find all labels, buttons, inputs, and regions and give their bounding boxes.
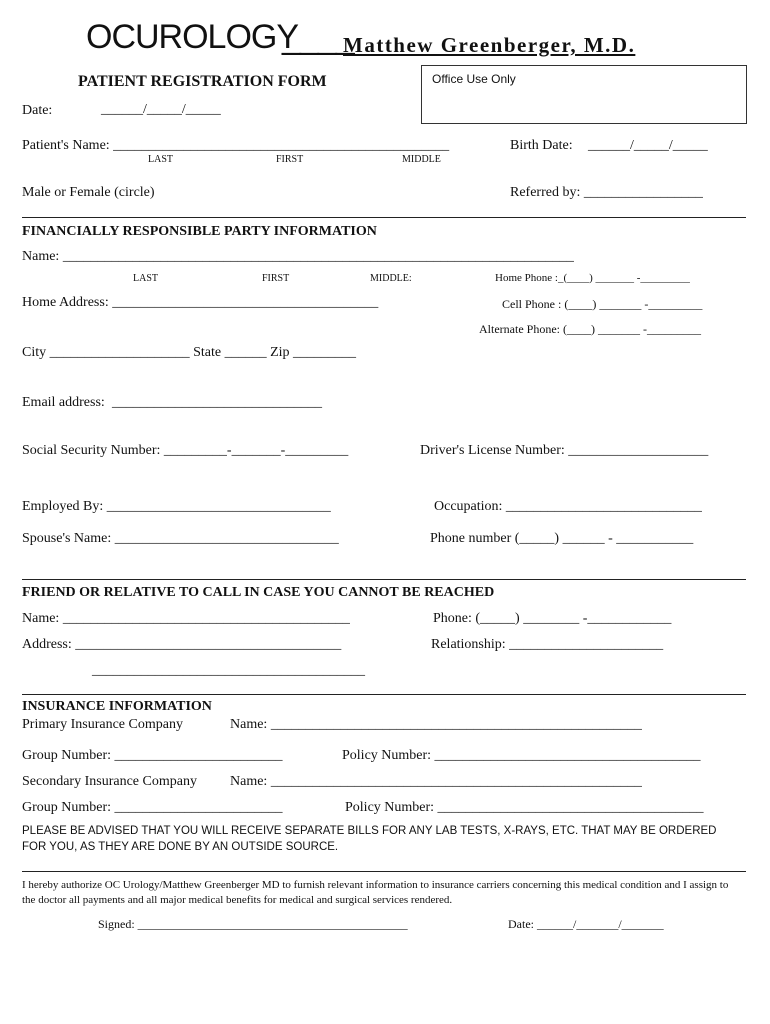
- responsible-last-caption: LAST: [133, 273, 158, 284]
- gender-field[interactable]: Male or Female (circle): [22, 185, 155, 200]
- emergency-name-field[interactable]: Name: _________________________________________: [22, 611, 350, 626]
- separate-bills-notice: PLEASE BE ADVISED THAT YOU WILL RECEIVE SEPARATE BILLS FOR ANY LAB TESTS, X-RAYS, ETC. THAT MAY BE ORDERED FOR YOU, AS THEY ARE DONE BY AN OUTSIDE SOURCE.: [22, 825, 717, 853]
- primary-insurance-name-field[interactable]: Name: _____________________________________________________: [230, 717, 642, 732]
- office-use-label: Office Use Only: [432, 72, 516, 86]
- secondary-policy-number-field[interactable]: Policy Number: ______________________________________: [345, 800, 704, 815]
- home-phone-field[interactable]: Home Phone :_(____) _______ -_________: [495, 272, 690, 284]
- primary-policy-number-field[interactable]: Policy Number: ______________________________________: [342, 748, 701, 763]
- primary-group-number-field[interactable]: Group Number: ________________________: [22, 748, 283, 763]
- occupation-field[interactable]: Occupation: ____________________________: [434, 499, 702, 514]
- emergency-address-field[interactable]: Address: ______________________________________: [22, 637, 342, 652]
- emergency-phone-field[interactable]: Phone: (_____) ________ -____________: [433, 611, 672, 626]
- relationship-field[interactable]: Relationship: ______________________: [431, 637, 664, 652]
- email-label: Email address:: [22, 395, 105, 410]
- form-title: PATIENT REGISTRATION FORM: [78, 73, 327, 90]
- ssn-field[interactable]: Social Security Number: _________-_______-_________: [22, 443, 349, 458]
- alternate-phone-field[interactable]: Alternate Phone: (____) _______ -_________: [479, 322, 701, 336]
- city-state-zip-field[interactable]: City ____________________ State ______ Zip _________: [22, 345, 357, 360]
- patient-first-caption: FIRST: [276, 154, 304, 165]
- section-divider: [22, 579, 746, 580]
- drivers-license-field[interactable]: Driver's License Number: ____________________: [420, 443, 709, 458]
- emergency-heading: FRIEND OR RELATIVE TO CALL IN CASE YOU CANNOT BE REACHED: [22, 585, 495, 600]
- patient-last-caption: LAST: [148, 154, 173, 165]
- birth-date-field[interactable]: ______/_____/_____: [588, 138, 708, 153]
- cell-phone-field[interactable]: Cell Phone : (____) _______ -_________: [502, 297, 703, 311]
- primary-insurance-label: Primary Insurance Company: [22, 717, 183, 732]
- date-field[interactable]: ______/_____/_____: [101, 102, 221, 117]
- birth-date-label: Birth Date:: [510, 138, 573, 153]
- responsible-heading: FINANCIALLY RESPONSIBLE PARTY INFORMATION: [22, 224, 377, 239]
- patient-name-field[interactable]: Patient's Name: ________________________________________________: [22, 138, 450, 153]
- responsible-middle-caption: MIDDLE:: [370, 273, 412, 284]
- responsible-name-field[interactable]: Name: _________________________________________________________________________: [22, 249, 574, 264]
- secondary-insurance-name-field[interactable]: Name: _____________________________________________________: [230, 774, 642, 789]
- patient-middle-caption: MIDDLE: [402, 154, 441, 165]
- date-label: Date:: [22, 103, 53, 118]
- spouse-phone-field[interactable]: Phone number (_____) ______ - ___________: [430, 531, 694, 546]
- section-divider: [22, 871, 746, 872]
- signature-field[interactable]: Signed: _____________________________________________: [98, 917, 408, 931]
- signature-date-field[interactable]: Date: ______/_______/_______: [508, 917, 664, 931]
- responsible-first-caption: FIRST: [262, 273, 290, 284]
- logo-underline: ____: [282, 18, 354, 56]
- doctor-name: Matthew Greenberger, M.D.: [343, 33, 636, 57]
- spouse-name-field[interactable]: Spouse's Name: ________________________________: [22, 531, 339, 546]
- secondary-group-number-field[interactable]: Group Number: ________________________: [22, 800, 283, 815]
- practice-logo: OCUROLOGY: [86, 18, 299, 56]
- email-field[interactable]: ______________________________: [112, 395, 322, 410]
- employed-by-field[interactable]: Employed By: ________________________________: [22, 499, 331, 514]
- insurance-heading: INSURANCE INFORMATION: [22, 699, 212, 714]
- referred-by-field[interactable]: Referred by: _________________: [510, 185, 703, 200]
- secondary-insurance-label: Secondary Insurance Company: [22, 774, 197, 789]
- section-divider: [22, 694, 746, 695]
- emergency-address-line2[interactable]: _______________________________________: [92, 663, 365, 678]
- office-use-box: [421, 65, 747, 124]
- home-address-field[interactable]: Home Address: ______________________________________: [22, 295, 379, 310]
- authorization-text: I hereby authorize OC Urology/Matthew Greenberger MD to furnish relevant information to insurance carriers concerning this medical condition and I assign to the doctor all payments and all major medical benefits for medical and surgical services rendered.: [22, 879, 729, 906]
- section-divider: [22, 217, 746, 218]
